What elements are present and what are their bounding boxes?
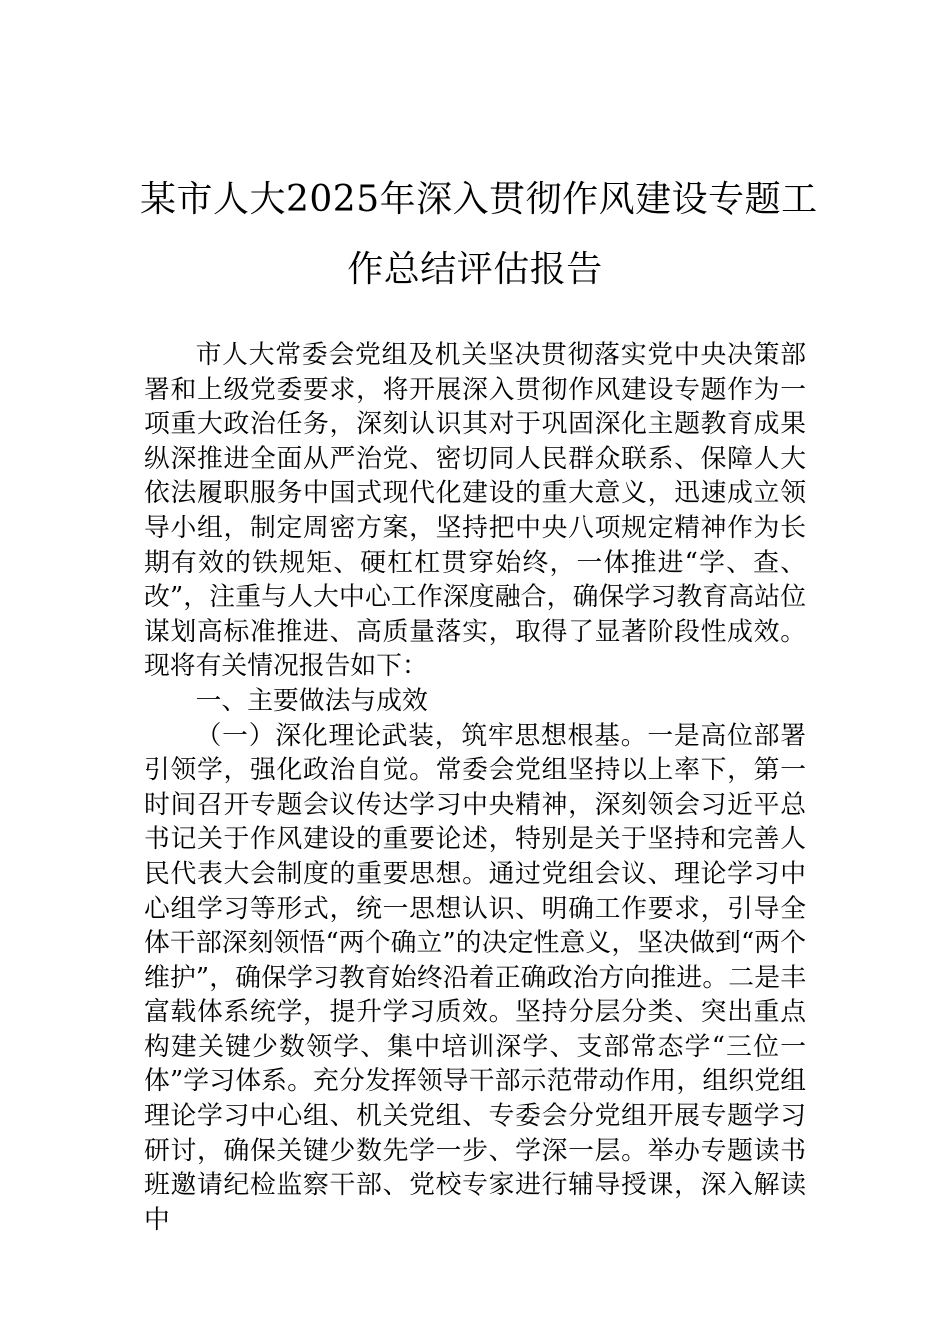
document-title-line-2: 作总结评估报告	[347, 249, 603, 290]
section-heading: 一、主要做法与成效	[195, 685, 428, 716]
intro-paragraph: 市人大常委会党组及机关坚决贯彻落实党中央决策部署和上级党委要求，将开展深入贯彻作风建设专题作为一项重大政治任务，深刻认识其对于巩固深化主题教育成果纵深推进全面从严治党、密切同人民群众联系、保障人大依法履职服务中国式现代化建设的重大意义，迅速成立领导小组，制定周密方案，坚持把中央八项规定精神作为长期有效的铁规矩、硬杠杠贯穿始终，一体推进“学、查、改”，注重与人大中心工作深度融合，确保学习教育高站位谋划高标准推进、高质量落实，取得了显著阶段性成效。现将有关情况报告如下：	[144, 340, 806, 682]
document-body	[144, 338, 806, 1237]
document-title-line-1: 某市人大2025年深入贯彻作风建设专题工	[140, 179, 818, 220]
section-paragraph: （一）深化理论武装，筑牢思想根基。一是高位部署引领学，强化政治自觉。常委会党组坚持以上率下，第一时间召开专题会议传达学习中央精神，深刻领会习近平总书记关于作风建设的重要论述，特别是关于坚持和完善人民代表大会制度的重要思想。通过党组会议、理论学习中心组学习等形式，统一思想认识、明确工作要求，引导全体干部深刻领悟“两个确立”的决定性意义，坚决做到“两个维护”，确保学习教育始终沿着正确政治方向推进。二是丰富载体系统学，提升学习质效。坚持分层分类、突出重点构建关键少数领学、集中培训深学、支部常态学“三位一体”学习体系。充分发挥领导干部示范带动作用，组织党组理论学习中心组、机关党组、专委会分党组开展专题学习研讨，确保关键少数先学一步、学深一层。举办专题读书班邀请纪检监察干部、党校专家进行辅导授课，深入解读中	[144, 720, 806, 1235]
